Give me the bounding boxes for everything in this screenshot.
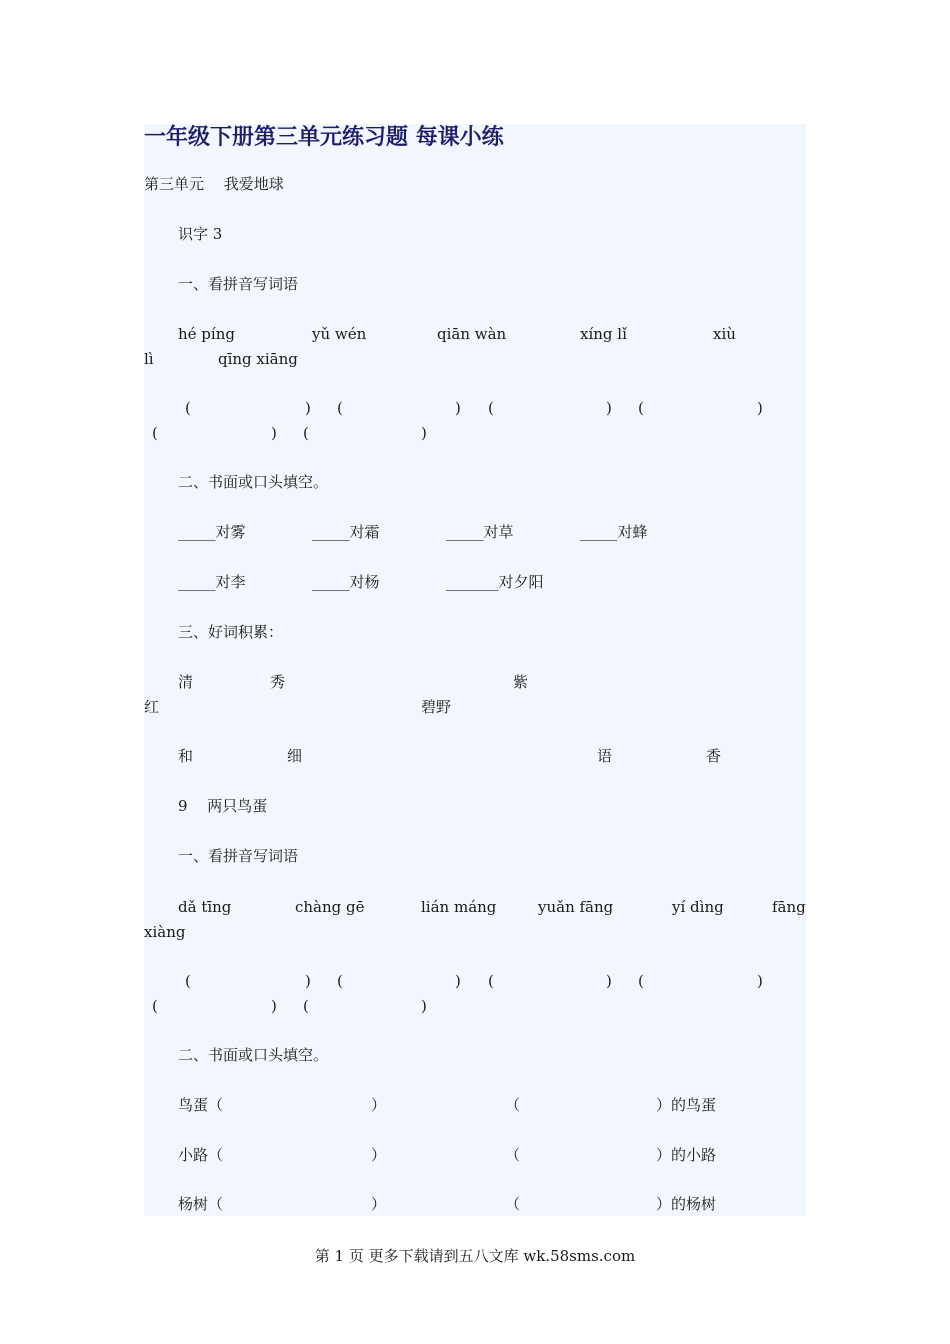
answer-close: )	[421, 997, 427, 1015]
fill-row-close: ）	[371, 1195, 387, 1213]
fill-row-right: ）的鸟蛋	[656, 1096, 717, 1114]
pinyin-5: xiù	[713, 325, 736, 343]
pinyin-2: chàng gē	[295, 898, 365, 916]
fill-row-right: ）的小路	[656, 1146, 717, 1164]
pinyin-2: yǔ wén	[312, 325, 367, 343]
fill-item: _____对杨	[312, 573, 380, 591]
fill-item: _____对草	[446, 523, 514, 541]
fill-row-left: 鸟蛋（	[178, 1096, 224, 1114]
lesson2-section2: 二、书面或口头填空。	[178, 1046, 329, 1064]
pinyin-7: xiàng	[144, 923, 186, 941]
answer-open: (	[337, 399, 343, 417]
pinyin-3: qiān wàn	[437, 325, 507, 343]
answer-close: )	[455, 399, 461, 417]
fill-item: _______对夕阳	[446, 573, 544, 591]
word-item: 紫	[513, 673, 529, 691]
answer-open: (	[152, 424, 158, 442]
word-item: 红	[144, 698, 160, 716]
lesson1-section2: 二、书面或口头填空。	[178, 473, 329, 491]
answer-open: (	[337, 972, 343, 990]
fill-row-left: 杨树（	[178, 1195, 224, 1213]
answer-close: )	[305, 399, 311, 417]
pinyin-6: fāng	[772, 898, 806, 916]
lesson2-section1: 一、看拼音写词语	[178, 847, 299, 865]
answer-close: )	[757, 972, 763, 990]
fill-row-close: ）	[371, 1096, 387, 1114]
answer-open: (	[152, 997, 158, 1015]
answer-close: )	[606, 972, 612, 990]
fill-item: _____对蜂	[580, 523, 648, 541]
answer-close: )	[305, 972, 311, 990]
pinyin-7: qīng xiāng	[218, 350, 298, 368]
answer-close: )	[271, 424, 277, 442]
fill-item: _____对霜	[312, 523, 380, 541]
pinyin-1: dǎ tīng	[178, 898, 232, 916]
lesson1-heading: 识字 3	[178, 225, 223, 243]
word-item: 细	[287, 747, 303, 765]
lesson2-heading: 9 两只鸟蛋	[178, 797, 268, 815]
answer-open: (	[303, 424, 309, 442]
pinyin-3: lián máng	[421, 898, 497, 916]
answer-close: )	[757, 399, 763, 417]
answer-open: (	[303, 997, 309, 1015]
fill-item: _____对李	[178, 573, 246, 591]
word-item: 和	[178, 747, 194, 765]
answer-close: )	[421, 424, 427, 442]
lesson1-section3: 三、好词积累：	[178, 623, 284, 641]
answer-open: (	[185, 399, 191, 417]
pinyin-4: xíng lǐ	[580, 325, 627, 343]
fill-row-open: （	[505, 1195, 521, 1213]
pinyin-1: hé píng	[178, 325, 235, 343]
answer-open: (	[488, 972, 494, 990]
pinyin-6: lì	[144, 350, 154, 368]
word-item: 秀	[270, 673, 286, 691]
answer-close: )	[455, 972, 461, 990]
fill-row-open: （	[505, 1146, 521, 1164]
page-footer: 第 1 页 更多下载请到五八文库 wk.58sms.com	[314, 1247, 636, 1265]
word-item: 语	[597, 747, 613, 765]
answer-open: (	[638, 972, 644, 990]
page-title: 一年级下册第三单元练习题 每课小练	[144, 124, 504, 150]
answer-close: )	[271, 997, 277, 1015]
answer-open: (	[638, 399, 644, 417]
fill-row-open: （	[505, 1096, 521, 1114]
word-item: 香	[706, 747, 722, 765]
word-item: 碧野	[421, 698, 452, 716]
fill-row-left: 小路（	[178, 1146, 224, 1164]
answer-open: (	[488, 399, 494, 417]
fill-item: _____对雾	[178, 523, 246, 541]
fill-row-right: ）的杨树	[656, 1195, 717, 1213]
fill-row-close: ）	[371, 1146, 387, 1164]
pinyin-5: yí dìng	[672, 898, 724, 916]
word-item: 清	[178, 673, 194, 691]
lesson1-section1: 一、看拼音写词语	[178, 275, 299, 293]
unit-heading: 第三单元 我爱地球	[144, 175, 284, 193]
answer-close: )	[606, 399, 612, 417]
pinyin-4: yuǎn fāng	[538, 898, 614, 916]
answer-open: (	[185, 972, 191, 990]
